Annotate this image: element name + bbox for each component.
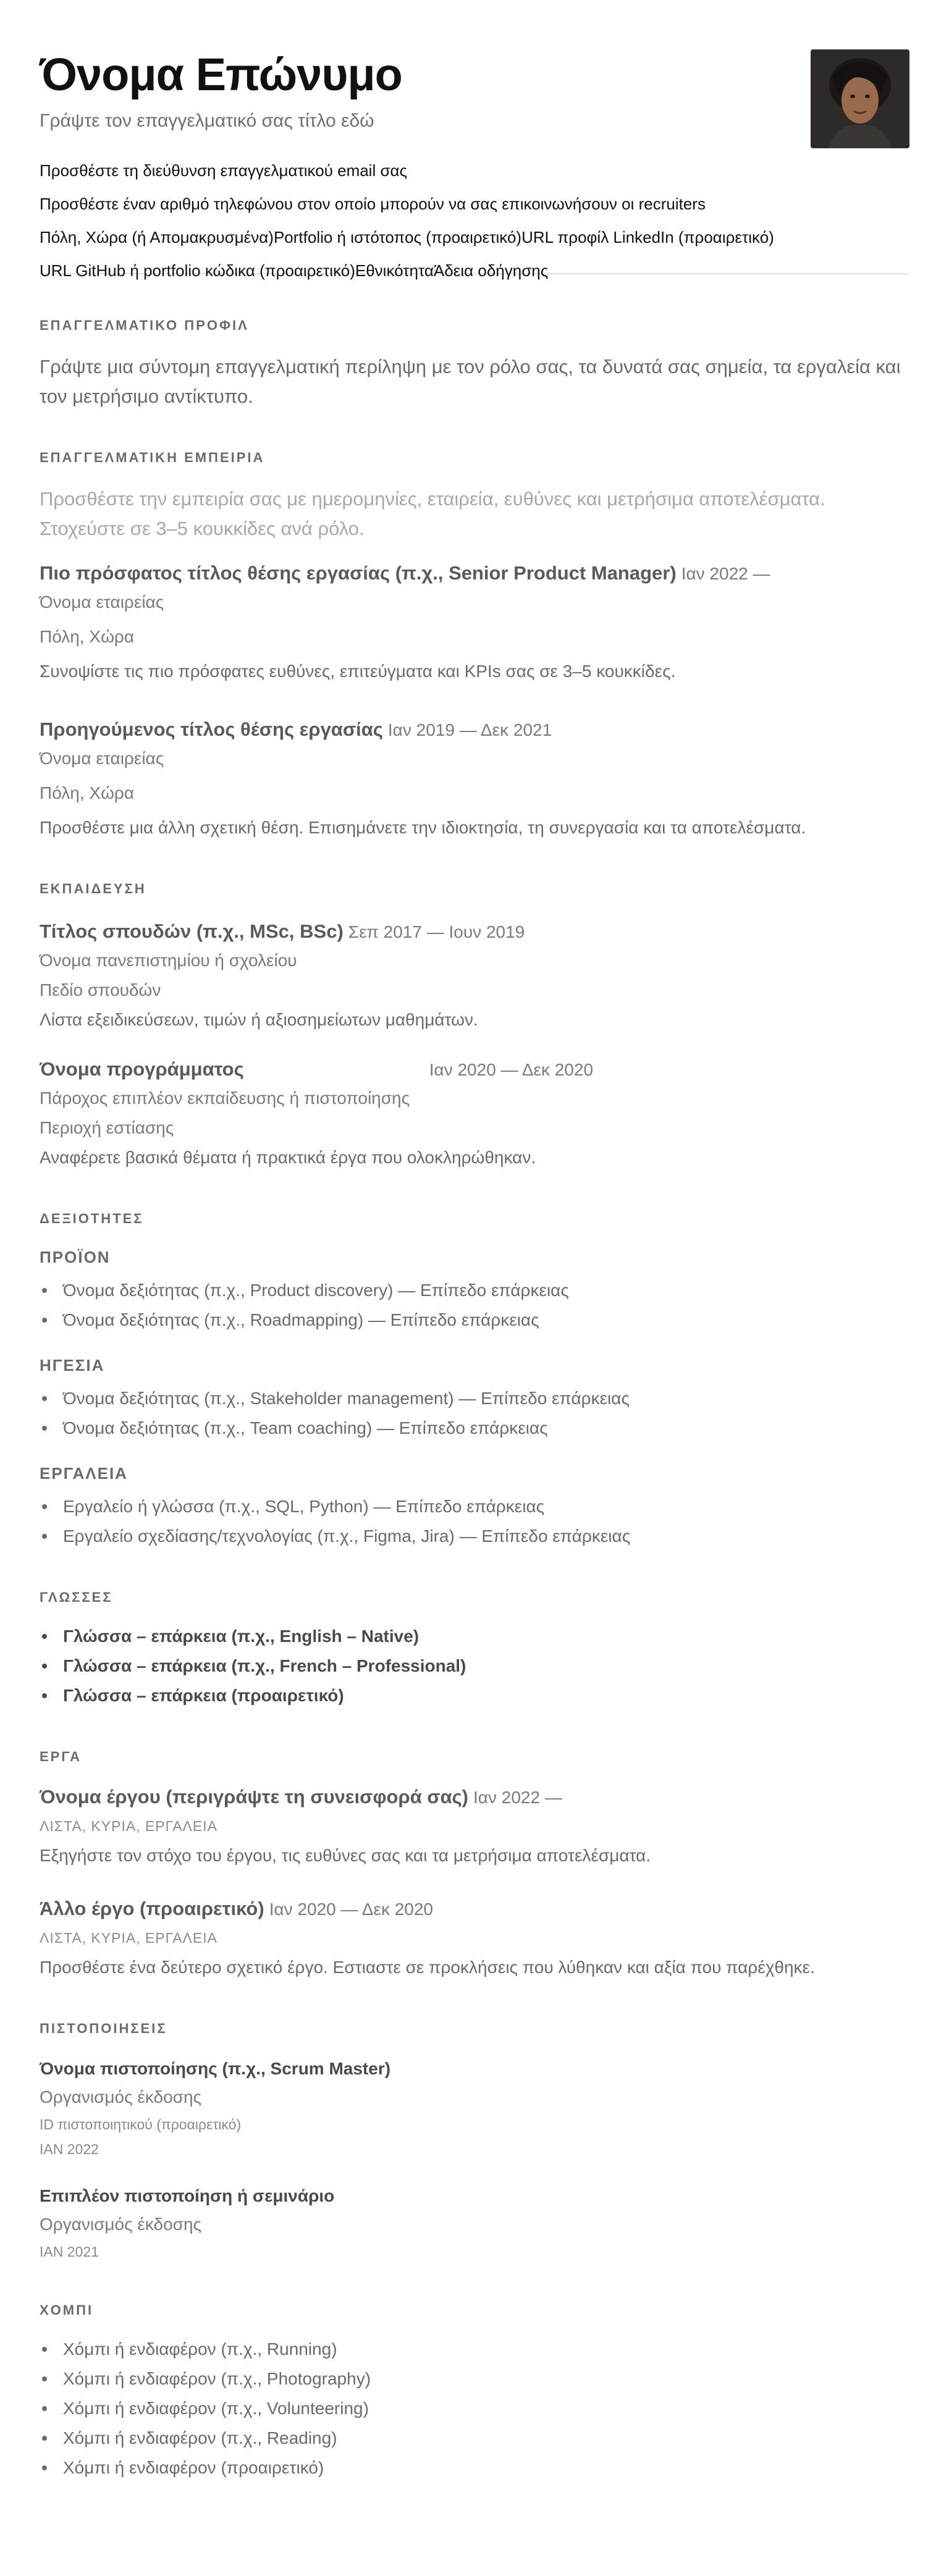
profile-photo [811,49,909,148]
skill-list [40,1276,909,1335]
skill-item: Εργαλείο ή γλώσσα (π.χ., SQL, Python) — Επίπεδο επάρκειας [40,1492,909,1522]
education-entry [40,1056,909,1172]
certifications-section [40,2021,909,2264]
skills-section [40,1211,909,1551]
certifications-heading: ΠΙΣΤΟΠΟΙΗΣΕΙΣ [40,2021,167,2036]
hobby-item: Χόμπι ή ενδιαφέρον (π.χ., Photography) [40,2364,909,2394]
project-tags: ΛΙΣΤΑ, ΚΥΡΙΑ, ΕΡΓΑΛΕΙΑ [40,1930,217,1946]
skill-item: Όνομα δεξιότητας (π.χ., Roadmapping) — Επίπεδο επάρκειας [40,1305,909,1335]
company-name: Όνομα εταιρείας [40,749,164,768]
hobby-list [40,2334,909,2483]
contact-email[interactable]: Προσθέστε τη διεύθυνση επαγγελματικού email σας [40,161,408,180]
contact-info [40,154,909,287]
field-of-study: Πεδίο σπουδών [40,980,161,1000]
experience-heading: ΕΠΑΓΓΕΛΜΑΤΙΚΗ ΕΜΠΕΙΡΙΑ [40,450,265,465]
certification-date: ΙΑΝ 2022 [40,2141,99,2157]
education-heading: ΕΚΠΑΙΔΕΥΣΗ [40,881,146,896]
contact-links-row-1 [40,221,909,254]
skill-group-title: ΠΡΟΪΟΝ [40,1248,111,1266]
school-name: Όνομα πανεπιστημίου ή σχολείου [40,951,297,970]
professional-title: Γράψτε τον επαγγελματικό σας τίτλο εδώ [40,111,374,132]
contact-license: Άδεια οδήγησης [433,261,549,280]
experience-entry [40,560,909,686]
profile-summary: Γράψτε μια σύντομη επαγγελματική περίληψη με τον ρόλο σας, τα δυνατά σας σημεία, τα εργαλεία και τον μετρήσιμο αντίκτυπο. [40,356,901,407]
project-title: Όνομα έργου (περιγράψτε τη συνεισφορά σας) [40,1786,469,1808]
job-date: Ιαν 2019 — Δεκ 2021 [387,720,552,739]
education-date: Ιαν 2020 — Δεκ 2020 [429,1060,594,1079]
school-name: Πάροχος επιπλέον εκπαίδευσης ή πιστοποίησης [40,1088,410,1108]
project-date: Ιαν 2022 — [473,1788,562,1807]
education-description: Λίστα εξειδικεύσεων, τιμών ή αξιοσημείωτων μαθημάτων. [40,1010,478,1029]
certification-entry [40,2055,909,2161]
language-item: Γλώσσα – επάρκεια (π.χ., English – Native) [40,1622,909,1651]
project-description: Εξηγήστε τον στόχο του έργου, τις ευθύνες σας και τα μετρήσιμα αποτελέσματα. [40,1846,651,1865]
skill-item: Εργαλείο σχεδίασης/τεχνολογίας (π.χ., Figma, Jira) — Επίπεδο επάρκειας [40,1522,909,1551]
project-description: Προσθέστε ένα δεύτερο σχετικό έργο. Εστιαστε σε προκλήσεις που λύθηκαν και αξία που παρέχθηκε. [40,1958,815,1977]
project-title: Άλλο έργο (προαιρετικό) [40,1898,264,1919]
resume-header [40,49,909,280]
experience-hint: Προσθέστε την εμπειρία σας με ημερομηνίες, εταιρεία, ευθύνες και μετρήσιμα αποτελέσματα. Στοχεύστε σε 3–5 κουκκίδες ανά ρόλο. [40,488,825,539]
company-name: Όνομα εταιρείας [40,592,164,612]
project-entry [40,1783,909,1871]
certification-date: ΙΑΝ 2021 [40,2244,99,2260]
job-title: Προηγούμενος τίτλος θέσης εργασίας [40,718,383,740]
contact-nationality: Εθνικότητα [355,261,434,280]
full-name: Όνομα Επώνυμο [40,49,402,100]
job-date: Ιαν 2022 — [681,564,770,583]
hobbies-section [40,2302,909,2483]
education-section [40,881,909,1172]
education-date: Σεπ 2017 — Ιουν 2019 [348,922,525,941]
project-entry [40,1895,909,1982]
profile-heading: ΕΠΑΓΓΕΛΜΑΤΙΚΟ ΠΡΟΦΙΛ [40,318,249,333]
skill-item: Όνομα δεξιότητας (π.χ., Product discovery) — Επίπεδο επάρκειας [40,1276,909,1305]
projects-section [40,1749,909,1982]
contact-links-row-2 [40,254,909,287]
certification-id: ID πιστοποιητικού (προαιρετικό) [40,2116,242,2132]
field-of-study: Περιοχή εστίασης [40,1118,174,1137]
hobbies-heading: ΧΟΜΠΙ [40,2302,94,2318]
contact-location: Πόλη, Χώρα (ή Απομακρυσμένα) [40,228,274,247]
job-title: Πιο πρόσφατος τίτλος θέσης εργασίας (π.χ., Senior Product Manager) [40,562,677,584]
profile-section [40,318,909,411]
hobby-item: Χόμπι ή ενδιαφέρον (π.χ., Volunteering) [40,2394,909,2423]
hobby-item: Χόμπι ή ενδιαφέρον (π.χ., Reading) [40,2423,909,2453]
contact-linkedin[interactable]: URL προφίλ LinkedIn (προαιρετικό) [521,228,774,247]
skills-heading: ΔΕΞΙΟΤΗΤΕΣ [40,1211,144,1226]
hobby-item: Χόμπι ή ενδιαφέρον (π.χ., Running) [40,2334,909,2364]
skill-item: Όνομα δεξιότητας (π.χ., Team coaching) — Επίπεδο επάρκειας [40,1413,909,1443]
languages-heading: ΓΛΩΣΣΕΣ [40,1589,113,1605]
certification-title: Επιπλέον πιστοποίηση ή σεμινάριο [40,2186,335,2205]
education-entry [40,918,909,1035]
certification-title: Όνομα πιστοποίησης (π.χ., Scrum Master) [40,2059,391,2078]
job-description: Προσθέστε μια άλλη σχετική θέση. Επισημάνετε την ιδιοκτησία, τη συνεργασία και τα αποτελέσματα. [40,818,806,837]
skill-item: Όνομα δεξιότητας (π.χ., Stakeholder management) — Επίπεδο επάρκειας [40,1384,909,1413]
experience-entry [40,716,909,843]
job-description: Συνοψίστε τις πιο πρόσφατες ευθύνες, επιτεύγματα και KPIs σας σε 3–5 κουκκίδες. [40,662,676,681]
languages-section [40,1589,909,1711]
skill-list [40,1492,909,1551]
certification-entry [40,2182,909,2264]
degree-title: Τίτλος σπουδών (π.χ., MSc, BSc) [40,920,344,942]
language-item: Γλώσσα – επάρκεια (π.χ., French – Professional) [40,1651,909,1681]
job-location: Πόλη, Χώρα [40,627,135,646]
contact-portfolio[interactable]: Portfolio ή ιστότοπος (προαιρετικό) [273,228,522,247]
certification-org: Οργανισμός έκδοσης [40,2087,202,2107]
skill-group-title: ΗΓΕΣΙΑ [40,1356,105,1374]
education-description: Αναφέρετε βασικά θέματα ή πρακτικά έργα που ολοκληρώθηκαν. [40,1148,536,1167]
language-item: Γλώσσα – επάρκεια (προαιρετικό) [40,1681,909,1711]
skill-group-title: ΕΡΓΑΛΕΙΑ [40,1464,128,1483]
projects-heading: ΕΡΓΑ [40,1749,82,1764]
job-location: Πόλη, Χώρα [40,783,135,802]
project-tags: ΛΙΣΤΑ, ΚΥΡΙΑ, ΕΡΓΑΛΕΙΑ [40,1818,217,1834]
skill-list [40,1384,909,1443]
project-date: Ιαν 2020 — Δεκ 2020 [269,1900,434,1919]
hobby-item: Χόμπι ή ενδιαφέρον (προαιρετικό) [40,2453,909,2483]
experience-section [40,450,909,843]
contact-github[interactable]: URL GitHub ή portfolio κώδικα (προαιρετικό) [40,261,355,280]
person-photo-icon [811,49,909,148]
degree-title: Όνομα προγράμματος [40,1058,244,1080]
language-list [40,1622,909,1711]
contact-phone[interactable]: Προσθέστε έναν αριθμό τηλεφώνου στον οποίο μπορούν να σας επικοινωνήσουν οι recruiters [40,195,706,214]
certification-org: Οργανισμός έκδοσης [40,2215,202,2234]
